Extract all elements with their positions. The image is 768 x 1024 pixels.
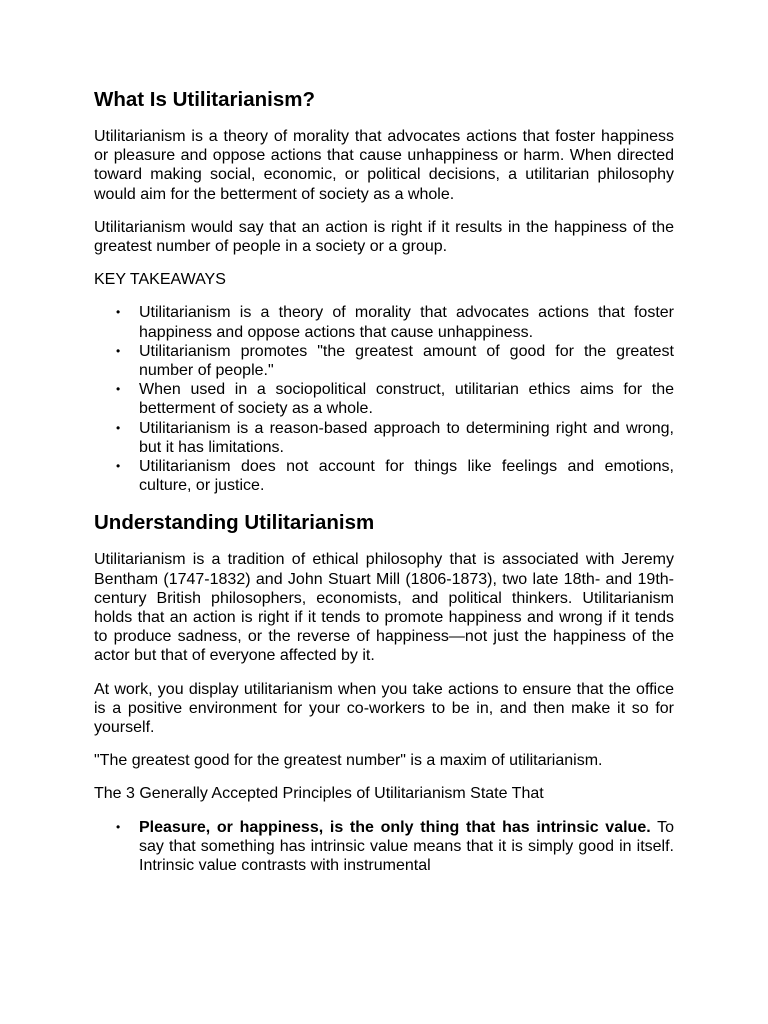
bullet-icon: •: [116, 459, 121, 474]
bullet-icon: •: [116, 819, 121, 834]
bullet-icon: •: [116, 420, 121, 435]
paragraph-intro: Utilitarianism is a theory of morality that advocates actions that foster happiness or pleasure and oppose actions that cause unhappiness or harm. When directed toward making social, economic, or political decisions, a utilitarian philosophy would aim for the betterment of society as a whole.: [94, 128, 674, 203]
paragraph-tradition: Utilitarianism is a tradition of ethical philosophy that is associated with Jeremy Bentham (1747-1832) and John Stuart Mill (1806-1873), two late 18th- and 19th-century British philosophers, economists, and political thinkers. Utilitarianism holds that an action is right if it tends to promote happiness and wrong if it tends to produce sadness, or the reverse of happiness—not just the happiness of the actor but that of everyone affected by it.: [94, 551, 674, 665]
document-page: [94, 86, 674, 889]
paragraph-maxim: "The greatest good for the greatest number" is a maxim of utilitarianism.: [94, 752, 603, 770]
paragraph-principles-heading: The 3 Generally Accepted Principles of Utilitarianism State That: [94, 785, 544, 803]
principle-bold-lead: Pleasure, or happiness, is the only thing that has intrinsic value.: [139, 818, 651, 836]
principle-text: To say that something has intrinsic value means that it is simply good in itself. Intrinsic value contrasts with instrumental: [139, 818, 674, 875]
principles-list: [94, 818, 674, 876]
paragraph-right-action: Utilitarianism would say that an action is right if it results in the happiness of the greatest number of people in a society or a group.: [94, 218, 674, 256]
key-takeaways-heading: KEY TAKEAWAYS: [94, 271, 226, 289]
list-item: • Utilitarianism does not account for things like feelings and emotions, culture, or justice.: [116, 458, 674, 495]
list-item: [116, 818, 674, 876]
list-item: • Utilitarianism is a theory of morality that advocates actions that foster happiness and oppose actions that cause unhappiness.: [116, 304, 674, 341]
paragraph-at-work: At work, you display utilitarianism when you take actions to ensure that the office is a positive environment for your co-workers to be in, and then make it so for yourself.: [94, 680, 674, 737]
list-item: • Utilitarianism is a reason-based approach to determining right and wrong, but it has limitations.: [116, 419, 674, 456]
list-item: • When used in a sociopolitical construct, utilitarian ethics aims for the betterment of society as a whole.: [116, 381, 674, 418]
key-takeaways-list: [94, 303, 674, 495]
section-title-understanding: Understanding Utilitarianism: [94, 511, 375, 535]
bullet-icon: •: [116, 343, 121, 358]
bullet-icon: •: [116, 305, 121, 320]
section-title-what-is: What Is Utilitarianism?: [94, 88, 315, 111]
bullet-icon: •: [116, 382, 121, 397]
list-item: • Utilitarianism promotes "the greatest amount of good for the greatest number of people.": [116, 342, 674, 380]
